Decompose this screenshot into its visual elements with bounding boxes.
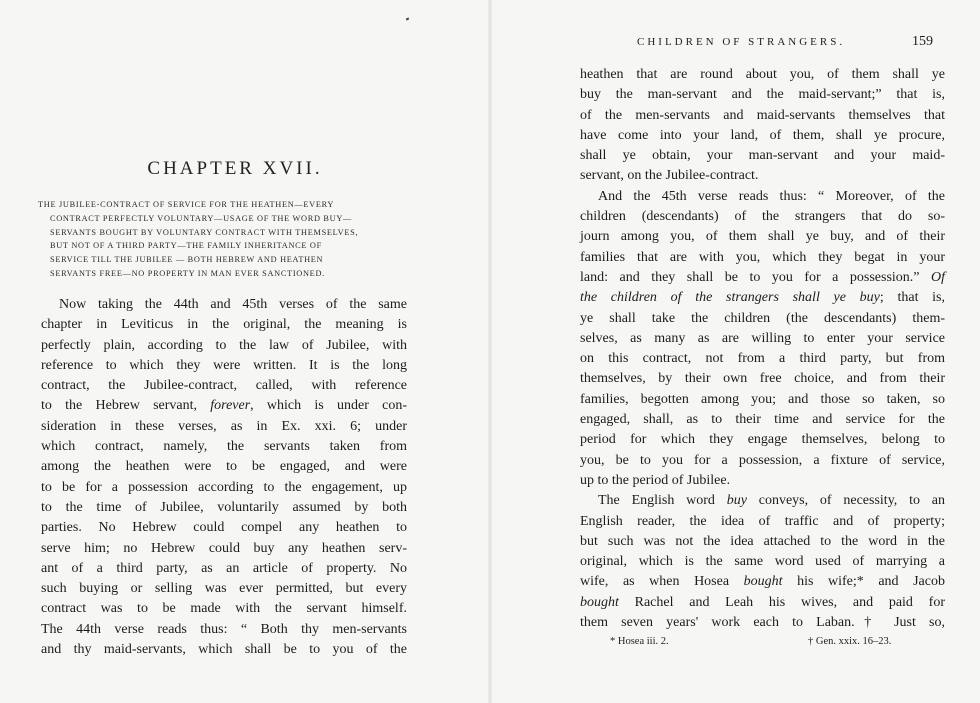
text-line: sideration in these verses, as in Ex. xxi. 6; under (41, 418, 407, 434)
text-line: heathen that are round about you, of them shall ye (580, 67, 945, 82)
text-run: , which is under con- (250, 398, 407, 414)
text-line: but such was not the idea attached to the word in the (580, 533, 945, 549)
text-line: The 44th verse reads thus: “ Both thy men-servants (41, 621, 407, 637)
italic-word: Of (931, 269, 945, 285)
left-body-text (41, 295, 407, 660)
page-number: 159 (912, 34, 933, 49)
text-line: parties. No Hebrew could compel any heathen to (41, 520, 407, 536)
text-line: serve him; no Hebrew could buy any heathen serv- (41, 540, 407, 556)
italic-word: bought (743, 574, 783, 590)
text-line: of the men-servants and maid-servants themselves that (580, 107, 945, 123)
chapter-summary (38, 198, 404, 281)
text-line: them seven years' work each to Laban.† Just so, (580, 615, 945, 631)
text-line: ye shall take the children (the descendants) them- (580, 310, 945, 326)
text-line (580, 572, 945, 592)
text-line: among the heathen were to be engaged, and were (41, 459, 407, 475)
text-line: and thy maid-servants, which shall be to you of the (41, 642, 407, 658)
text-line (41, 396, 407, 416)
running-header: CHILDREN OF STRANGERS. (637, 36, 846, 48)
text-line: ant of a third party, as an article of property. No (41, 560, 407, 576)
text-run: Rachel and Leah his wives, and paid for (618, 594, 945, 610)
summary-line: SERVANTS FREE—NO PROPERTY IN MAN EVER SANCTIONED. (50, 268, 325, 278)
text-line (580, 268, 945, 288)
right-body-text (580, 65, 945, 633)
italic-word: bought (580, 594, 619, 610)
text-line: families that are with you, which they begat in your (580, 249, 945, 265)
text-line: contract, the Jubilee-contract, called, with reference (41, 378, 407, 394)
text-line: such buying or selling was ever permitted, but every (41, 581, 407, 597)
text-run: The English word (598, 493, 727, 509)
text-line: selves, as many as are willing to enter your service (580, 330, 945, 346)
text-line: shall ye obtain, your man-servant and your maid- (580, 148, 945, 164)
text-run: to the Hebrew servant, (41, 398, 211, 414)
text-run: wife, as when Hosea (580, 574, 744, 590)
text-run: ; that is, (879, 290, 945, 306)
text-run: conveys, of necessity, to an (746, 493, 945, 509)
text-line (580, 593, 945, 613)
text-line (580, 288, 945, 308)
right-page-content (490, 0, 980, 703)
text-line: And the 45th verse reads thus: “ Moreover, of the (598, 188, 945, 204)
text-run: land: and they shall be to you for a possession.” (580, 269, 931, 285)
summary-line: BUT NOT OF A THIRD PARTY—THE FAMILY INHERITANCE OF (50, 241, 322, 251)
text-line: journ among you, of them shall ye buy, and of their (580, 229, 945, 245)
text-line: children (descendants) of the strangers that do so- (580, 209, 945, 225)
summary-line: CONTRACT PERFECTLY VOLUNTARY—USAGE OF THE WORD BUY— (50, 213, 353, 223)
text-line: have come into your land, of them, shall ye procure, (580, 127, 945, 143)
chapter-title: CHAPTER XVII. (147, 158, 323, 179)
text-line: Now taking the 44th and 45th verses of the same (59, 297, 407, 312)
text-line: you, be to you for a possession, a fixture of service, (580, 452, 945, 468)
summary-line: THE JUBILEE-CONTRACT OF SERVICE FOR THE HEATHEN—EVERY (38, 200, 335, 209)
text-line (580, 491, 945, 511)
summary-line: SERVICE TILL THE JUBILEE — BOTH HEBREW AND HEATHEN (50, 255, 324, 265)
text-line: themselves, by their own free choice, and from their (580, 371, 945, 387)
summary-line: SERVANTS BOUGHT BY VOLUNTARY CONTRACT WITH THEMSELVES, (50, 227, 359, 237)
footnote: * Hosea iii. 2. (610, 636, 669, 647)
text-line: contract was to be made with the servant himself. (41, 601, 407, 617)
text-run: his wife;* and Jacob (782, 574, 945, 590)
italic-word: forever (210, 398, 251, 414)
text-line: which contract, namely, the servants taken from (41, 439, 407, 455)
text-line: period for which they engage themselves, belong to (580, 432, 945, 448)
footnote: † Gen. xxix. 16–23. (808, 636, 892, 647)
italic-phrase: the children of the strangers shall ye buy (580, 290, 880, 306)
text-line: original, which is the same word used of marrying a (580, 554, 945, 570)
text-line: on this contract, not from a third party, but from (580, 351, 945, 367)
text-line: English reader, the idea of traffic and of property; (580, 513, 945, 529)
text-line: buy the man-servant and the maid-servant;” that is, (580, 87, 945, 103)
text-line: families, begotten among you; and those so taken, so (580, 391, 945, 407)
text-line: perfectly plain, according to the law of Jubilee, with (41, 337, 407, 353)
text-line: reference to which they were written. It is the long (41, 357, 407, 373)
italic-word: buy (726, 493, 747, 509)
text-line: up to the period of Jubilee. (580, 472, 731, 488)
text-line: servant, on the Jubilee-contract. (580, 168, 759, 184)
text-line: engaged, shall, as to their time and service for the (580, 412, 945, 428)
text-line: to be for a possession according to the engagement, up (41, 479, 407, 495)
text-line: to the time of Jubilee, voluntarily assumed by both (41, 499, 407, 515)
text-line: chapter in Leviticus in the original, the meaning is (41, 317, 407, 333)
